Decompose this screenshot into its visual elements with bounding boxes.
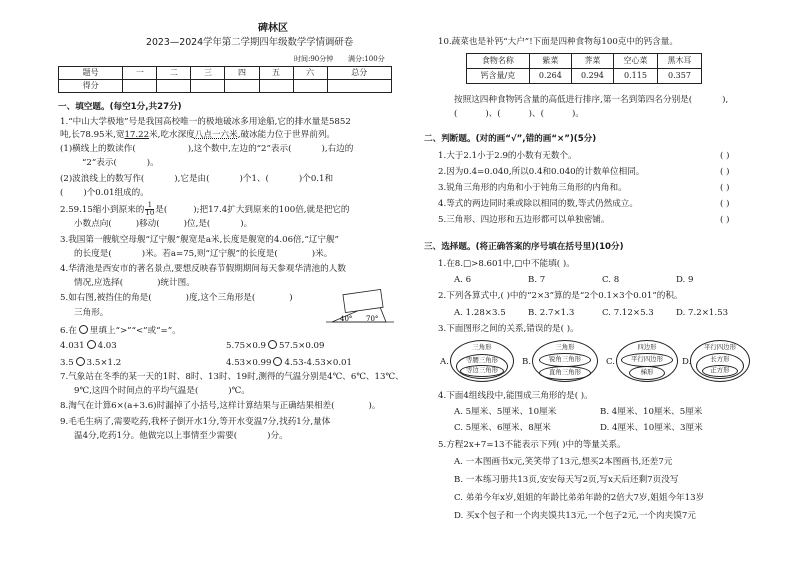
choice-q2-opt-b[interactable]: B. 2.7×1.3 [528, 308, 575, 318]
venn-d[interactable] [690, 340, 750, 382]
choice-q4-opt-a[interactable]: A. 5厘米、5厘米、10厘米 [454, 407, 557, 417]
score-header-cell: 三 [191, 67, 225, 80]
venn-d-outer-label: 平行四边形 [704, 343, 736, 351]
choice-q1-opt-c[interactable]: C. 8 [602, 275, 620, 285]
q3-line1: 3.我国第一艘航空母舰“辽宁舰”舰宽是a米,长度是舰宽的4.06倍,“辽宁舰” [60, 235, 339, 245]
q6-row1a: 4.031 4.03 [60, 341, 117, 351]
venn-b-second [539, 366, 591, 380]
score-header-cell: 总分 [327, 67, 391, 80]
score-cell[interactable] [327, 80, 391, 93]
venn-a-inner [460, 365, 504, 377]
venn-c-outer-label: 四边形 [637, 343, 657, 351]
choice-q4-stem: 4.下面4组线段中,能围成三角形的是( )。 [438, 391, 593, 401]
calcium-head-cell: 空心菜 [613, 54, 657, 69]
q4-line2: 情况,应选择( )统计图。 [74, 278, 195, 288]
venn-b[interactable] [532, 340, 598, 382]
q10-line3: ( )、( )、( )。 [454, 109, 584, 119]
judge-answer-paren[interactable]: ( ) [720, 215, 730, 225]
choice-q4-opt-b[interactable]: B. 4厘米、10厘米、5厘米 [600, 407, 703, 417]
score-header-cell: 六 [293, 67, 327, 80]
section3-title: 三、选择题。(将正确答案的序号填在括号里)(10分) [424, 242, 624, 252]
choice-q4-opt-c[interactable]: C. 5厘米、6厘米、8厘米 [454, 423, 551, 433]
q1-line2: 吨,长78.95米,宽17.22米,吃水深度八点一六米,破冰能力位于世界前列。 [60, 130, 336, 140]
fraction-one-tenth: $\frac{1}{10}$ [145, 201, 155, 217]
q2-line1: 2.59.15缩小到原来的 $\frac{1}{10}$ 是( );把17.4扩大到原来的100倍,就是把它的 [60, 201, 350, 217]
venn-c[interactable] [616, 340, 678, 382]
calcium-cell: 0.115 [613, 69, 657, 84]
score-table [58, 66, 392, 93]
q3-line2: 的长度是( )米。若a=75,则“辽宁舰”的长度是( )米。 [74, 249, 333, 259]
q1-line1: 1.“中山大学极地”号是我国高校唯一的极地破冰多用途船,它的排水量是5852 [60, 117, 351, 127]
q1-sub2: (2)波浪线上的数写作( ),它是由( )个1、( )个0.1和 [60, 174, 334, 184]
venn-d-inner [702, 365, 738, 377]
venn-a-inner-label: 等边三角形 [466, 366, 498, 374]
venn-d-middle [696, 353, 744, 379]
q9-line1: 9.毛毛生病了,需要吃药,我杯子倒开水1分,等开水变温7分,找药1分,量体 [60, 417, 331, 427]
compare-circle[interactable] [273, 357, 282, 366]
choice-q5-opt-c[interactable]: C. 弟弟今年x岁,姐姐的年龄比弟弟年龄的2倍大7岁,姐姐今年13岁 [454, 493, 705, 503]
venn-b-outer-label: 三角形 [555, 343, 575, 351]
judge-item-3: 3.锐角三角形的内角和小于钝角三角形的内角和。 [438, 183, 627, 193]
angle-40-label: 40° [340, 315, 353, 323]
section1-title: 一、填空题。(每空1分,共27分) [58, 102, 182, 112]
circle-icon [79, 325, 88, 334]
choice-q3-opt-d-letter[interactable]: D. [682, 357, 692, 367]
score-header-cell: 四 [225, 67, 259, 80]
calcium-cell: 钙含量/克 [467, 69, 530, 84]
choice-q3-opt-b-letter[interactable]: B. [522, 357, 532, 367]
score-header-cell: 二 [157, 67, 191, 80]
score-header-cell: 一 [123, 67, 157, 80]
venn-a-middle [456, 354, 508, 379]
calcium-cell: 0.357 [657, 69, 701, 84]
q6-row2b: 4.53×0.99 4.53-4.53×0.01 [226, 358, 352, 368]
calcium-head-cell: 荠菜 [571, 54, 613, 69]
venn-c-first-label: 平行四边形 [631, 355, 663, 363]
q2-line2: 小数点向( )移动( )位,是( )。 [74, 219, 253, 229]
score-cell[interactable] [191, 80, 225, 93]
district-title: 碑林区 [258, 23, 288, 34]
venn-a-outer-label: 三角形 [472, 343, 492, 351]
score-cell[interactable] [293, 80, 327, 93]
choice-q5-opt-d[interactable]: D. 买x个包子和一个肉夹馍共13元,一个包子2元,一个肉夹馍7元 [454, 511, 696, 521]
calcium-head-cell: 紫菜 [529, 54, 571, 69]
judge-item-1: 1.大于2.1小于2.9的小数有无数个。 [438, 151, 577, 161]
q6-stem: 6.在 里填上“>”“<”或“=”。 [60, 326, 181, 336]
venn-c-second [629, 366, 665, 380]
choice-q3-opt-a-letter[interactable]: A. [440, 357, 449, 367]
judge-item-2: 2.因为0.4=0.040,所以0.4和0.040的计数单位相同。 [438, 167, 645, 177]
score-cell[interactable] [225, 80, 259, 93]
calcium-table [466, 53, 702, 84]
exam-score: 满分:100分 [348, 55, 385, 63]
q7-line2: 9℃,这四个时间点的平均气温是( )℃。 [74, 386, 250, 396]
angle-70-label: 70° [366, 315, 379, 323]
calcium-cell: 0.264 [529, 69, 571, 84]
compare-circle[interactable] [87, 340, 96, 349]
q9-line2: 温4分,吃药1分。他做完以上事情至少需要( )分。 [74, 431, 288, 441]
venn-c-first [621, 353, 673, 367]
q10-line2: 按照这四种食物钙含量的高低进行排序,第一名到第四名分别是( ), [454, 95, 729, 105]
q5-line1: 5.如右图,被挡住的角是( )度,这个三角形是( ) [60, 293, 293, 303]
judge-answer-paren[interactable]: ( ) [720, 199, 730, 209]
venn-c-second-label: 梯形 [640, 368, 654, 376]
q10-line1: 10.蔬菜也是补钙“大户”!下面是四种食物每100克中的钙含量。 [438, 37, 678, 47]
exam-time: 时间:90分钟 [294, 55, 334, 63]
q4-line1: 4.华清池是西安市的著名景点,要想反映春节假期期间每天参观华清池的人数 [60, 264, 346, 274]
choice-q1-stem: 1.在8.□>8.601中,□中不能填( )。 [438, 259, 575, 269]
section2-title: 二、判断题。(对的画“√”,错的画“×”)(5分) [424, 134, 597, 144]
compare-circle[interactable] [268, 340, 277, 349]
choice-q2-opt-d[interactable]: D. 7.2×1.53 [676, 308, 729, 318]
choice-q5-stem: 5.方程2x+7=13不能表示下列( )中的等量关系。 [438, 440, 626, 450]
q6-row1b: 5.75×0.9 57.5×0.09 [226, 341, 325, 351]
venn-a[interactable] [450, 340, 514, 382]
exam-title: 2023—2024学年第二学期四年级数学学情调研卷 [146, 37, 354, 48]
triangle-figure [326, 288, 396, 326]
venn-d-inner-label: 正方形 [710, 366, 730, 374]
judge-item-4: 4.等式的两边同时乘或除以相同的数,等式仍然成立。 [438, 199, 638, 209]
choice-q1-opt-d[interactable]: D. 9 [676, 275, 694, 285]
choice-q1-opt-b[interactable]: B. 7 [528, 275, 546, 285]
compare-circle[interactable] [76, 357, 85, 366]
calcium-cell: 0.294 [571, 69, 613, 84]
q7-line1: 7.气象站在冬季的某一天的1时、8时、13时、19时,测得的气温分别是4℃、6℃、13℃、 [60, 372, 404, 382]
choice-q3-stem: 3.下面图形之间的关系,错误的是( )。 [438, 324, 579, 334]
venn-b-second-label: 直角三角形 [549, 368, 581, 376]
q5-line2: 三角形。 [74, 308, 109, 318]
score-cell[interactable] [123, 80, 157, 93]
venn-a-middle-label: 等腰三角形 [466, 356, 498, 364]
score-cell[interactable] [157, 80, 191, 93]
judge-answer-paren[interactable]: ( ) [720, 183, 730, 193]
q8-line: 8.淘气在计算6×(a+3.6)时漏掉了小括号,这样计算结果与正确结果相差( )。 [60, 401, 381, 411]
choice-q3-opt-c-letter[interactable]: C. [606, 357, 616, 367]
q6-row2a: 3.5 3.5×1.2 [60, 358, 122, 368]
venn-d-middle-label: 长方形 [710, 355, 730, 363]
choice-q5-opt-b[interactable]: B. 一本练习册共13页,安安每天写2页,写x天后还剩7页没写 [454, 475, 679, 485]
score-header-cell: 题号 [59, 67, 123, 80]
judge-answer-paren[interactable]: ( ) [720, 167, 730, 177]
calcium-head-cell: 食物名称 [467, 54, 530, 69]
judge-answer-paren[interactable]: ( ) [720, 151, 730, 161]
choice-q2-stem: 2.下列各算式中,( )中的“2×3”算的是“2个0.1×3个0.01”的积。 [438, 291, 683, 301]
choice-q2-opt-a[interactable]: A. 1.28×3.5 [454, 308, 506, 318]
q1-sub1: (1)横线上的数读作( ),这个数中,左边的“2”表示( ),右边的 [60, 144, 354, 154]
score-row-label: 得分 [59, 80, 123, 93]
judge-item-5: 5.三角形、四边形和五边形都可以单独密铺。 [438, 215, 610, 225]
choice-q1-opt-a[interactable]: A. 6 [454, 275, 472, 285]
q1-sub2-cont: ( )个0.01组成的。 [60, 188, 149, 198]
q1-sub1-cont: “2”表示( )。 [82, 158, 159, 168]
choice-q4-opt-d[interactable]: D. 4厘米、10厘米、3厘米 [600, 423, 703, 433]
calcium-head-cell: 黑木耳 [657, 54, 701, 69]
choice-q2-opt-c[interactable]: C. 7.12×5.3 [602, 308, 654, 318]
score-header-cell: 五 [259, 67, 293, 80]
venn-b-first-label: 锐角三角形 [549, 355, 581, 363]
venn-b-first [539, 353, 591, 367]
choice-q5-opt-a[interactable]: A. 一本图画书x元,笑笑带了13元,想买2本图画书,还差7元 [454, 457, 673, 467]
score-cell[interactable] [259, 80, 293, 93]
